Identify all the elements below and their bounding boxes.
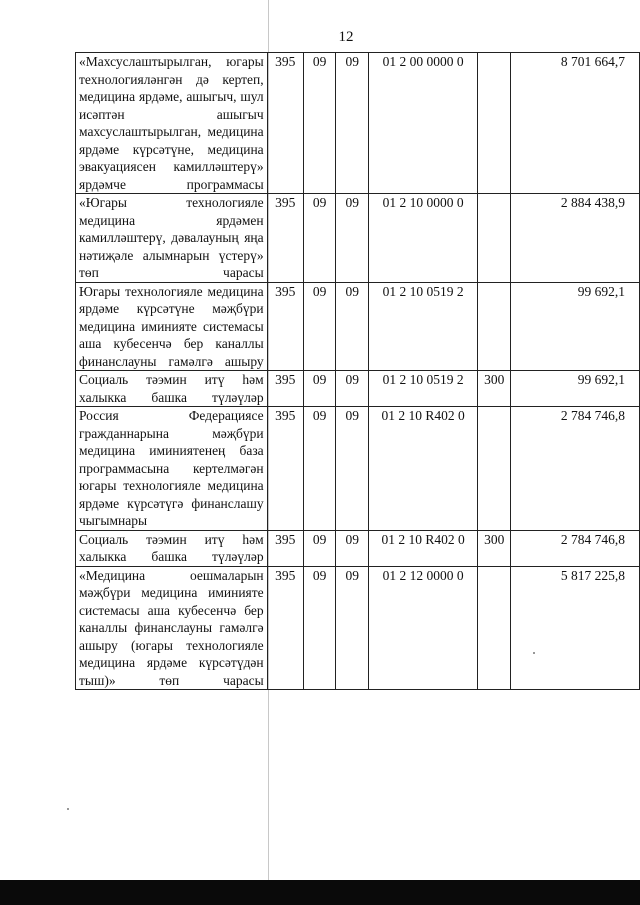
row-amount: 8 701 664,7 bbox=[511, 53, 640, 194]
row-expense-type: 300 bbox=[478, 371, 511, 407]
row-section: 09 bbox=[303, 194, 336, 283]
row-amount: 5 817 225,8 bbox=[511, 566, 640, 690]
row-target-code: 01 2 12 0000 0 bbox=[369, 566, 478, 690]
row-glava: 395 bbox=[267, 194, 303, 283]
row-glava: 395 bbox=[267, 530, 303, 566]
row-name: «Югары технологияле медицина ярдәмен камилләштерү, дәвалауның яңа нәтиҗәле алымнарын үстерү» төп чарасы bbox=[76, 194, 268, 283]
budget-table bbox=[75, 52, 640, 690]
row-subsection: 09 bbox=[336, 194, 369, 283]
row-name: Югары технологияле медицина ярдәме күрсәтүне мәҗбүри медицина иминияте системасы аша кубесенчә бер каналлы финанслауны гамәлгә ашыру bbox=[76, 282, 268, 371]
row-target-code: 01 2 10 0000 0 bbox=[369, 194, 478, 283]
row-section: 09 bbox=[303, 566, 336, 690]
table-row bbox=[76, 282, 640, 371]
row-amount: 2 784 746,8 bbox=[511, 530, 640, 566]
row-expense-type bbox=[478, 282, 511, 371]
row-expense-type bbox=[478, 566, 511, 690]
row-target-code: 01 2 10 0519 2 bbox=[369, 282, 478, 371]
row-section: 09 bbox=[303, 53, 336, 194]
row-name: Социаль тәэмин итү һәм халыкка башка түләүләр bbox=[76, 371, 268, 407]
row-target-code: 01 2 10 R402 0 bbox=[369, 407, 478, 531]
row-amount: 2 784 746,8 bbox=[511, 407, 640, 531]
row-amount: 2 884 438,9 bbox=[511, 194, 640, 283]
row-subsection: 09 bbox=[336, 566, 369, 690]
row-subsection: 09 bbox=[336, 53, 369, 194]
row-name: «Махсуслаштырылган, югары технологияләнгән дә кертеп, медицина ярдәме, ашыгыч, шул исәптән ашыгыч махсуслаштырылган, медицина ярдәме күрсәтүне, медицина эвакуациясен камилләштерү» ярдәмче программасы bbox=[76, 53, 268, 194]
scan-speck bbox=[67, 808, 69, 810]
row-amount: 99 692,1 bbox=[511, 371, 640, 407]
row-expense-type: 300 bbox=[478, 530, 511, 566]
scan-speck bbox=[533, 652, 535, 654]
row-section: 09 bbox=[303, 407, 336, 531]
table-row bbox=[76, 566, 640, 690]
row-subsection: 09 bbox=[336, 530, 369, 566]
row-expense-type bbox=[478, 194, 511, 283]
row-glava: 395 bbox=[267, 282, 303, 371]
row-target-code: 01 2 10 R402 0 bbox=[369, 530, 478, 566]
row-glava: 395 bbox=[267, 53, 303, 194]
row-section: 09 bbox=[303, 282, 336, 371]
row-name: Россия Федерациясе гражданнарына мәҗбүри медицина иминиятенең база программасына кертелмәгән югары технологияле медицина ярдәме күрсәтүгә финанслашу чыгымнары bbox=[76, 407, 268, 531]
row-glava: 395 bbox=[267, 407, 303, 531]
row-target-code: 01 2 00 0000 0 bbox=[369, 53, 478, 194]
row-target-code: 01 2 10 0519 2 bbox=[369, 371, 478, 407]
row-section: 09 bbox=[303, 371, 336, 407]
table-row bbox=[76, 530, 640, 566]
row-glava: 395 bbox=[267, 371, 303, 407]
table-row bbox=[76, 371, 640, 407]
row-subsection: 09 bbox=[336, 407, 369, 531]
table-row bbox=[76, 194, 640, 283]
row-name: «Медицина оешмаларын мәҗбүри медицина иминияте системасы аша кубесенчә бер каналлы финанслауны гамәлгә ашыру (югары технологияле медицина ярдәме күрсәтүдән тыш)» төп чарасы bbox=[76, 566, 268, 690]
row-subsection: 09 bbox=[336, 282, 369, 371]
row-section: 09 bbox=[303, 530, 336, 566]
scan-bottom-border bbox=[0, 880, 640, 905]
row-glava: 395 bbox=[267, 566, 303, 690]
table-row bbox=[76, 53, 640, 194]
row-expense-type bbox=[478, 53, 511, 194]
row-amount: 99 692,1 bbox=[511, 282, 640, 371]
row-subsection: 09 bbox=[336, 371, 369, 407]
table-row bbox=[76, 407, 640, 531]
row-name: Социаль тәэмин итү һәм халыкка башка түләүләр bbox=[76, 530, 268, 566]
row-expense-type bbox=[478, 407, 511, 531]
page-number: 12 bbox=[338, 29, 354, 45]
